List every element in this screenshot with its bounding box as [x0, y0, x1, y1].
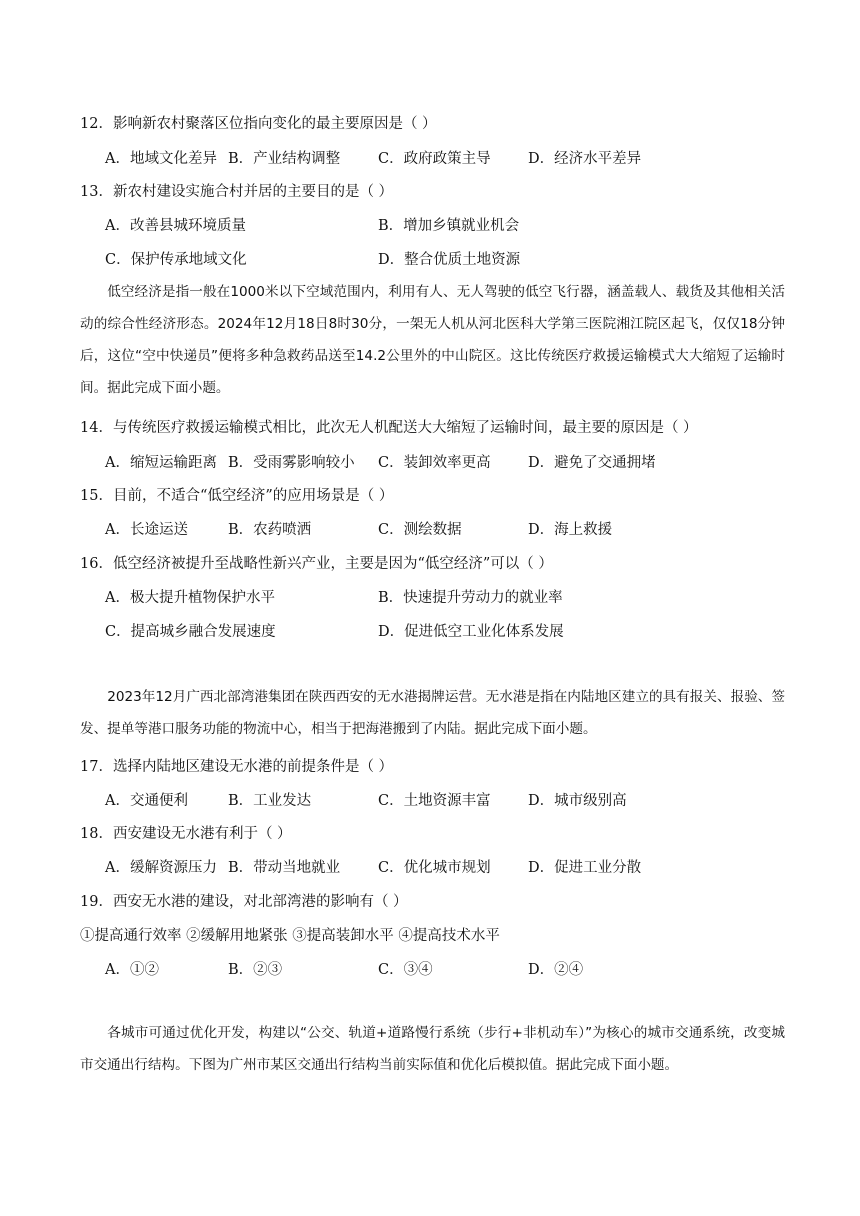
- option-b: B．工业发达: [228, 793, 312, 809]
- question-13-stem: 13．新农村建设实施合村并居的主要目的是（ ）: [80, 184, 394, 200]
- option-c: C．③④: [378, 962, 433, 978]
- option-a: A．长途运送: [105, 522, 188, 538]
- option-c: C．装卸效率更高: [378, 455, 491, 471]
- question-19-options: [0, 958, 860, 980]
- question-12-options: [0, 147, 860, 169]
- passage-text: 2023年12月广西北部湾港集团在陕西西安的无水港揭牌运营。无水港是指在内陆地区建立的具有报关、报验、签发、提单等港口服务功能的物流中心，相当于把海港搬到了内陆。据此完成下面小题。: [80, 689, 785, 737]
- option-c: C．提高城乡融合发展速度: [105, 624, 276, 640]
- option-d: D．避免了交通拥堵: [528, 455, 656, 471]
- option-d: D．促进低空工业化体系发展: [378, 624, 564, 640]
- question-16-stem: 16．低空经济被提升至战略性新兴产业，主要是因为“低空经济”可以（ ）: [80, 556, 553, 572]
- option-a: A．交通便利: [105, 793, 188, 809]
- option-d: D．海上救援: [528, 522, 613, 538]
- question-14-stem: 14．与传统医疗救援运输模式相比，此次无人机配送大大缩短了运输时间，最主要的原因是（ ）: [80, 420, 698, 436]
- question-13-options-row2: [0, 248, 860, 270]
- question-14-options: [0, 451, 860, 473]
- option-d: D．整合优质土地资源: [378, 252, 521, 268]
- passage-text: 各城市可通过优化开发，构建以“公交、轨道+道路慢行系统（步行+非机动车）”为核心的城市交通系统，改变城市交通出行结构。下图为广州市某区交通出行结构当前实际值和优化后模拟值。据此完成下面小题。: [80, 1025, 785, 1073]
- option-c: C．保护传承地域文化: [105, 252, 247, 268]
- option-d: D．②④: [528, 962, 584, 978]
- passage-dry-port: [80, 681, 785, 745]
- passage-text: 低空经济是指一般在1000米以下空域范围内，利用有人、无人驾驶的低空飞行器，涵盖载人、载货及其他相关活动的综合性经济形态。2024年12月18日8时30分，一架无人机从河北医科大学第三医院湘江院区起飞，仅仅18分钟后，这位“空中快递员”便将多种急救药品送至14.2公里外的中山院区。这比传统医疗救援运输模式大大缩短了运输时间。据此完成下面小题。: [80, 284, 785, 396]
- question-12-stem: 12．影响新农村聚落区位指向变化的最主要原因是（ ）: [80, 116, 437, 132]
- question-13-options-row1: [0, 214, 860, 236]
- option-c: C．优化城市规划: [378, 860, 491, 876]
- option-a: A．①②: [105, 962, 159, 978]
- option-c: C．测绘数据: [378, 522, 462, 538]
- question-18-stem: 18．西安建设无水港有利于（ ）: [80, 826, 292, 842]
- option-c: C．土地资源丰富: [378, 793, 491, 809]
- question-17-stem: 17．选择内陆地区建设无水港的前提条件是（ ）: [80, 759, 394, 775]
- option-b: B．农药喷洒: [228, 522, 312, 538]
- option-d: D．城市级别高: [528, 793, 627, 809]
- option-a: A．缩短运输距离: [105, 455, 217, 471]
- question-17-options: [0, 789, 860, 811]
- question-15-stem: 15．目前，不适合“低空经济”的应用场景是（ ）: [80, 488, 394, 504]
- option-c: C．政府政策主导: [378, 151, 491, 167]
- option-b: B．带动当地就业: [228, 860, 341, 876]
- question-16-options-row1: [0, 586, 860, 608]
- passage-urban-transport: [80, 1017, 785, 1081]
- option-b: B．快速提升劳动力的就业率: [378, 590, 563, 606]
- option-a: A．改善县城环境质量: [105, 218, 246, 234]
- option-b: B．增加乡镇就业机会: [378, 218, 520, 234]
- option-b: B．产业结构调整: [228, 151, 341, 167]
- option-b: B．②③: [228, 962, 283, 978]
- question-18-options: [0, 856, 860, 878]
- option-a: A．缓解资源压力: [105, 860, 217, 876]
- option-d: D．经济水平差异: [528, 151, 642, 167]
- option-d: D．促进工业分散: [528, 860, 642, 876]
- passage-low-altitude-economy: [80, 276, 785, 404]
- question-16-options-row2: [0, 620, 860, 642]
- option-a: A．地域文化差异: [105, 151, 217, 167]
- question-15-options: [0, 518, 860, 540]
- question-19-statements: ①提高通行效率 ②缓解用地紧张 ③提高装卸水平 ④提高技术水平: [80, 928, 500, 944]
- option-a: A．极大提升植物保护水平: [105, 590, 275, 606]
- option-b: B．受雨雾影响较小: [228, 455, 355, 471]
- question-19-stem: 19．西安无水港的建设，对北部湾港的影响有（ ）: [80, 894, 408, 910]
